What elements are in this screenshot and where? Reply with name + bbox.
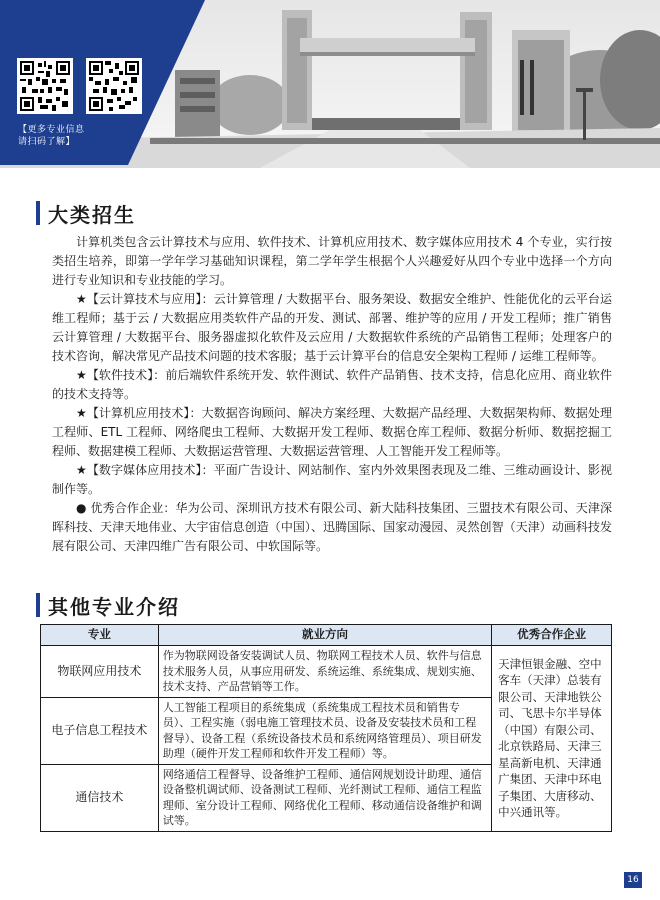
job-directions: 作为物联网设备安装调试人员、物联网工程技术人员、软件与信息技术服务人员，从事应用研发、系统运维、系统集成、规划实施、技术支持、产品营销等工作。 (158, 646, 491, 698)
major-name: 电子信息工程技术 (41, 697, 159, 764)
partner-companies: 天津恒银金融、空中客车（天津）总装有限公司、天津地铁公司、飞思卡尔半导体（中国）有限公司、北京铁路局、天津三星高新电机、天津通广集团、天津中环电子集团、大唐移动、中兴通讯等。 (492, 646, 612, 832)
section-heading-other-majors (36, 590, 180, 620)
column-header: 专业 (41, 625, 159, 646)
paragraph: ★【数字媒体应用技术】：平面广告设计、网站制作、室内外效果图表现及二维、三维动画设计、影视制作等。 (52, 463, 612, 496)
paragraph: ★【计算机应用技术】：大数据咨询顾问、解决方案经理、大数据产品经理、大数据架构师、数据处理工程师、ETL 工程师、网络爬虫工程师、大数据开发工程师、数据仓库工程师、数据分析师、数据挖掘工程师、数据建模工程师、大数据运营管理、大数据运营管理、人工智能开发工程师等。 (52, 406, 612, 458)
section-title: 大类招生 (48, 202, 136, 227)
paragraph: ★【软件技术】：前后端软件系统开发、软件测试、软件产品销售、技术支持，信息化应用、商业软件的技术支持等。 (52, 368, 612, 401)
qr-code[interactable] (86, 58, 142, 114)
qr-code-icon (20, 61, 70, 111)
column-header: 优秀合作企业 (492, 625, 612, 646)
qr-code[interactable] (17, 58, 73, 114)
job-directions: 网络通信工程督导、设备维护工程师、通信网规划设计助理、通信设备整机调试师、设备测试工程师、光纤测试工程师、通信工程监理师、室分设计工程师、网络优化工程师、移动通信设备维护和调试等。 (158, 764, 491, 831)
paragraph: 计算机类包含云计算技术与应用、软件技术、计算机应用技术、数字媒体应用技术 4 个专业，实行按类招生培养，即第一学年学习基础知识课程，第二学年学生根据个人兴趣爱好从四个专业中选择一个方向进行专业知识和专业技能的学习。 (52, 235, 612, 287)
page-number: 16 (624, 872, 642, 888)
job-directions: 人工智能工程项目的系统集成（系统集成工程技术员和销售专员）、工程实施（弱电施工管理技术员、设备及安装技术员和工程督导）、设备工程（系统设备技术员和系统网络管理员）、项目研发助理（硬件开发工程师和软件开发工程师）等。 (158, 697, 491, 764)
qr-code-icon (89, 61, 139, 111)
table-row (41, 646, 612, 698)
table-header-row (41, 625, 612, 646)
paragraph: ★【云计算技术与应用】：云计算管理 / 大数据平台、服务架设、数据安全维护、性能优化的云平台运维工程师；基于云 / 大数据应用类软件产品的开发、测试、部署、维护等的应用 / 开发工程师；推广销售云计算管理 / 大数据平台、服务器虚拟化软件及云应用 / 大数据软件系统的产品销售工程师；处理客户的技术咨询，解决常见产品技术问题的技术客服；基于云计算平台的信息安全架构工程师 / 运维工程师等。 (52, 292, 612, 363)
major-name: 物联网应用技术 (41, 646, 159, 698)
paragraph: ● 优秀合作企业：华为公司、深圳讯方技术有限公司、新大陆科技集团、三盟技术有限公司、天津深晖科技、天津天地伟业、大宇宙信息创造（中国）、迅腾国际、国家动漫园、灵然创智（天津）动画科技发展有限公司、天津四维广告有限公司、中软国际等。 (52, 501, 612, 553)
qr-caption (18, 124, 118, 148)
section-title: 其他专业介绍 (48, 594, 180, 619)
majors-table (40, 624, 612, 832)
major-name: 通信技术 (41, 764, 159, 831)
heading-accent-bar (36, 593, 40, 617)
column-header: 就业方向 (158, 625, 491, 646)
section-body (52, 233, 612, 556)
section-heading-general-enrollment (36, 198, 136, 228)
qr-caption-line: 【更多专业信息 (18, 125, 85, 135)
qr-caption-line: 请扫码了解】 (18, 137, 76, 147)
header-banner (0, 0, 660, 168)
heading-accent-bar (36, 201, 40, 225)
